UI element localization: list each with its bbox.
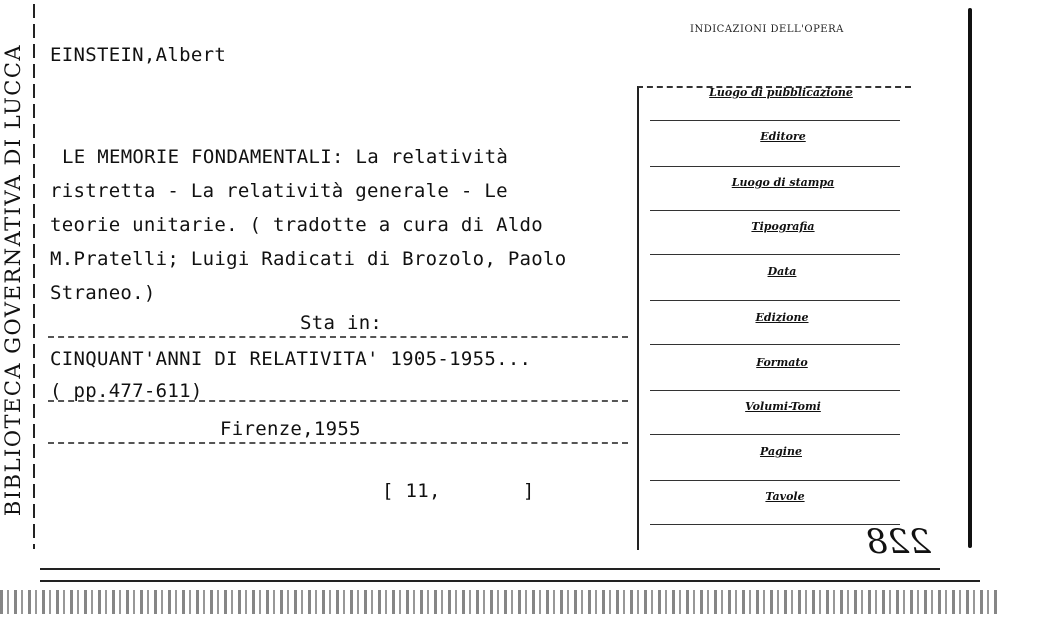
form-line: [650, 480, 900, 481]
field-pages: Pagine: [760, 445, 802, 458]
field-volumes: Volumi-Tomi: [745, 400, 821, 413]
source-title: CINQUANT'ANNI DI RELATIVITA' 1905-1955...: [50, 348, 532, 370]
form-line: [650, 524, 900, 525]
form-line: [650, 344, 900, 345]
form-line: [650, 210, 900, 211]
margin-rule: [33, 4, 35, 549]
contained-in-label: Sta in:: [300, 312, 383, 334]
title-line: ristretta - La relatività generale - Le: [50, 180, 508, 202]
form-line: [650, 254, 900, 255]
title-line: LE MEMORIE FONDAMENTALI: La relatività: [62, 146, 509, 168]
handwritten-number: 228: [866, 522, 931, 562]
field-edition: Edizione: [755, 311, 809, 324]
form-line: [650, 390, 900, 391]
field-place-of-printing: Luogo di stampa: [731, 176, 835, 189]
border-line: [40, 580, 980, 582]
title-line: teorie unitarie. ( tradotte a cura di Aldo: [50, 214, 544, 236]
library-stamp: [0, 0, 26, 560]
field-date: Data: [767, 265, 797, 278]
field-format: Formato: [756, 356, 808, 369]
ruling: [48, 400, 628, 403]
title-line: Straneo.): [50, 282, 156, 304]
scan-noise: [0, 590, 1000, 614]
field-printer: Tipografia: [751, 220, 815, 233]
title-line: M.Pratelli; Luigi Radicati di Brozolo, Paolo: [50, 248, 567, 270]
field-place-of-publication: Luogo di pubblicazione: [709, 86, 853, 99]
border-line: [40, 568, 940, 570]
place-and-year: Firenze,1955: [220, 418, 361, 440]
form-line: [650, 120, 900, 121]
ruling: [48, 336, 628, 339]
card-edge: [968, 8, 972, 548]
form-line: [650, 300, 900, 301]
ruling: [48, 442, 628, 445]
form-line: [650, 434, 900, 435]
page-range: ( pp.477-611): [50, 380, 203, 402]
form-line: [650, 166, 900, 167]
shelf-mark: [ 11, ]: [382, 480, 535, 502]
field-plates: Tavole: [765, 490, 805, 503]
field-publisher: Editore: [760, 130, 806, 143]
library-stamp-text: BIBLIOTECA GOVERNATIVA DI LUCCA: [1, 43, 25, 517]
author-heading: EINSTEIN,Albert: [50, 44, 227, 66]
form-header: INDICAZIONI DELL'OPERA: [690, 24, 844, 35]
